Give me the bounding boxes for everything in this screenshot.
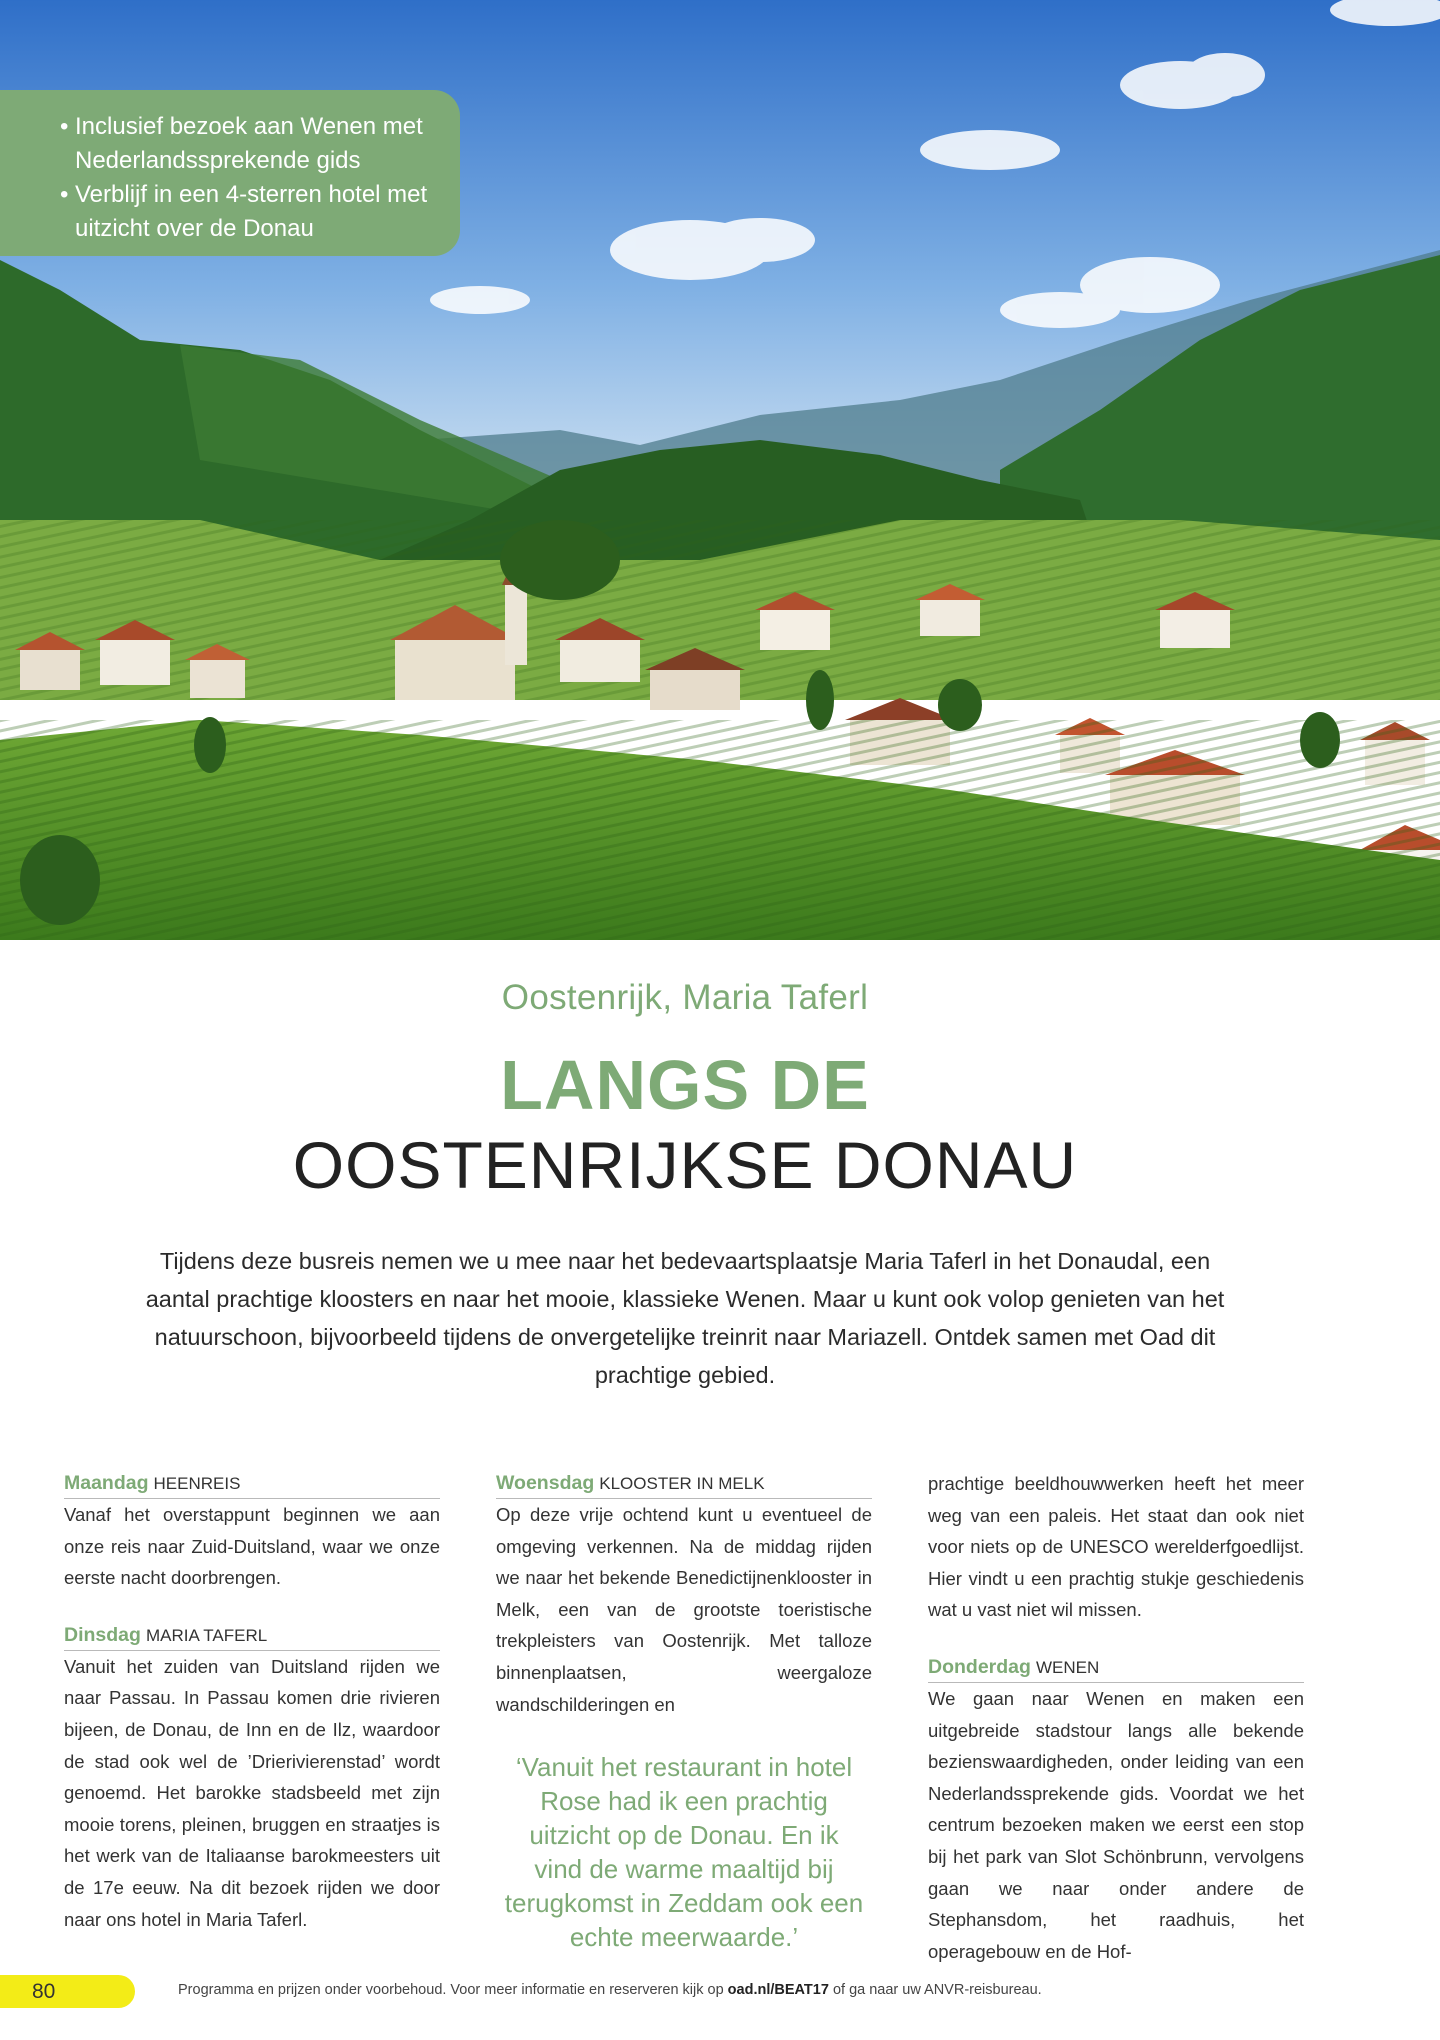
itinerary-column-1 [64,1468,440,1961]
day-label: KLOOSTER IN MELK [599,1474,765,1493]
page-title-line-1: LANGS DE [500,1046,870,1124]
highlight-item: • Inclusief bezoek aan Wenen met Nederlandssprekende gids [60,110,440,178]
testimonial-quote: ‘Vanuit het restaurant in hotel Rose had ik een prachtig uitzicht op de Donau. En ik vind de warme maaltijd bij terugkomst in Zeddam ook een echte meerwaarde.’ [504,1752,864,1953]
footer-note-text-end: of ga naar uw ANVR-reisbureau. [828,1982,1042,1998]
footer-note [178,1982,1042,1998]
day-text-maandag: Vanaf het overstappunt beginnen we aan onze reis naar Zuid-Duitsland, waar we onze eerste nacht doorbrengen. [64,1504,440,1589]
highlight-item: • Verblijf in een 4-sterren hotel met uitzicht over de Donau [60,178,440,246]
page-title-line-2: OOSTENRIJKSE DONAU [292,1128,1078,1202]
itinerary-column-2 [496,1468,872,1954]
day-text-woensdag-continued: prachtige beeldhouwwerken heeft het meer weg van een paleis. Het staat dan ook niet voor niets op de UNESCO werelderfgoedlijst. Hier vindt u een prachtig stukje geschiedenis wat u vast niet wil missen. [928,1473,1304,1621]
day-text-dinsdag: Vanuit het zuiden van Duitsland rijden we naar Passau. In Passau komen drie rivieren bijeen, de Donau, de Inn en de Ilz, waardoor de stad ook wel de ’Drierivierenstad’ wordt genoemd. Het barokke stadsbeeld met zijn mooie torens, pleinen, bruggen en straatjes is het werk van de Italiaanse barokmeesters uit de 17e eeuw. Na dit bezoek rijden we door naar ons hotel in Maria Taferl. [64,1655,440,1930]
location-subtitle: Oostenrijk, Maria Taferl [501,978,869,1017]
day-name: Donderdag [928,1655,1031,1678]
footer-link[interactable]: oad.nl/BEAT17 [727,1982,829,1998]
day-heading-dinsdag [64,1620,440,1651]
day-text-woensdag: Op deze vrije ochtend kunt u eventueel de omgeving verkennen. Na de middag rijden we naar het bekende Benedictijnenklooster in Melk, een van de grootste toeristische trekpleisters van Oostenrijk. Met talloze binnenplaatsen, weergaloze wandschilderingen en [496,1504,872,1715]
day-label: HEENREIS [153,1474,241,1493]
day-text-donderdag: We gaan naar Wenen en maken een uitgebreide stadstour langs alle bekende bezienswaardigheden, onder leiding van een Nederlandssprekende gids. Voordat we het centrum bezoeken maken we eerst een stop bij het park van Slot Schönbrunn, vervolgens gaan we naar onder andere de Stephansdom, het raadhuis, het operagebouw en de Hof- [928,1687,1304,1962]
day-name: Maandag [64,1472,149,1494]
day-name: Woensdag [496,1472,595,1494]
day-heading-maandag [64,1468,440,1499]
day-heading-woensdag [496,1468,872,1499]
itinerary-column-3 [928,1468,1304,1993]
footer-note-text: Programma en prijzen onder voorbehoud. Voor meer informatie en reserveren kijk op [178,1982,728,1998]
hero-photo [0,0,1440,940]
day-name: Dinsdag [64,1623,141,1646]
highlights-box [0,90,460,256]
highlights-list [60,110,440,246]
day-label: WENEN [1035,1657,1100,1677]
day-label: MARIA TAFERL [145,1625,268,1645]
day-heading-donderdag [928,1652,1304,1683]
intro-paragraph: Tijdens deze busreis nemen we u mee naar het bedevaartsplaatsje Maria Taferl in het Donaudal, een aantal prachtige kloosters en naar het mooie, klassieke Wenen. Maar u kunt ook volop genieten van het natuurschoon, bijvoorbeeld tijdens de onvergetelijke treinrit naar Mariazell. Ontdek samen met Oad dit prachtige gebied. [145,1248,1225,1388]
page-number: 80 [0,1975,135,2008]
